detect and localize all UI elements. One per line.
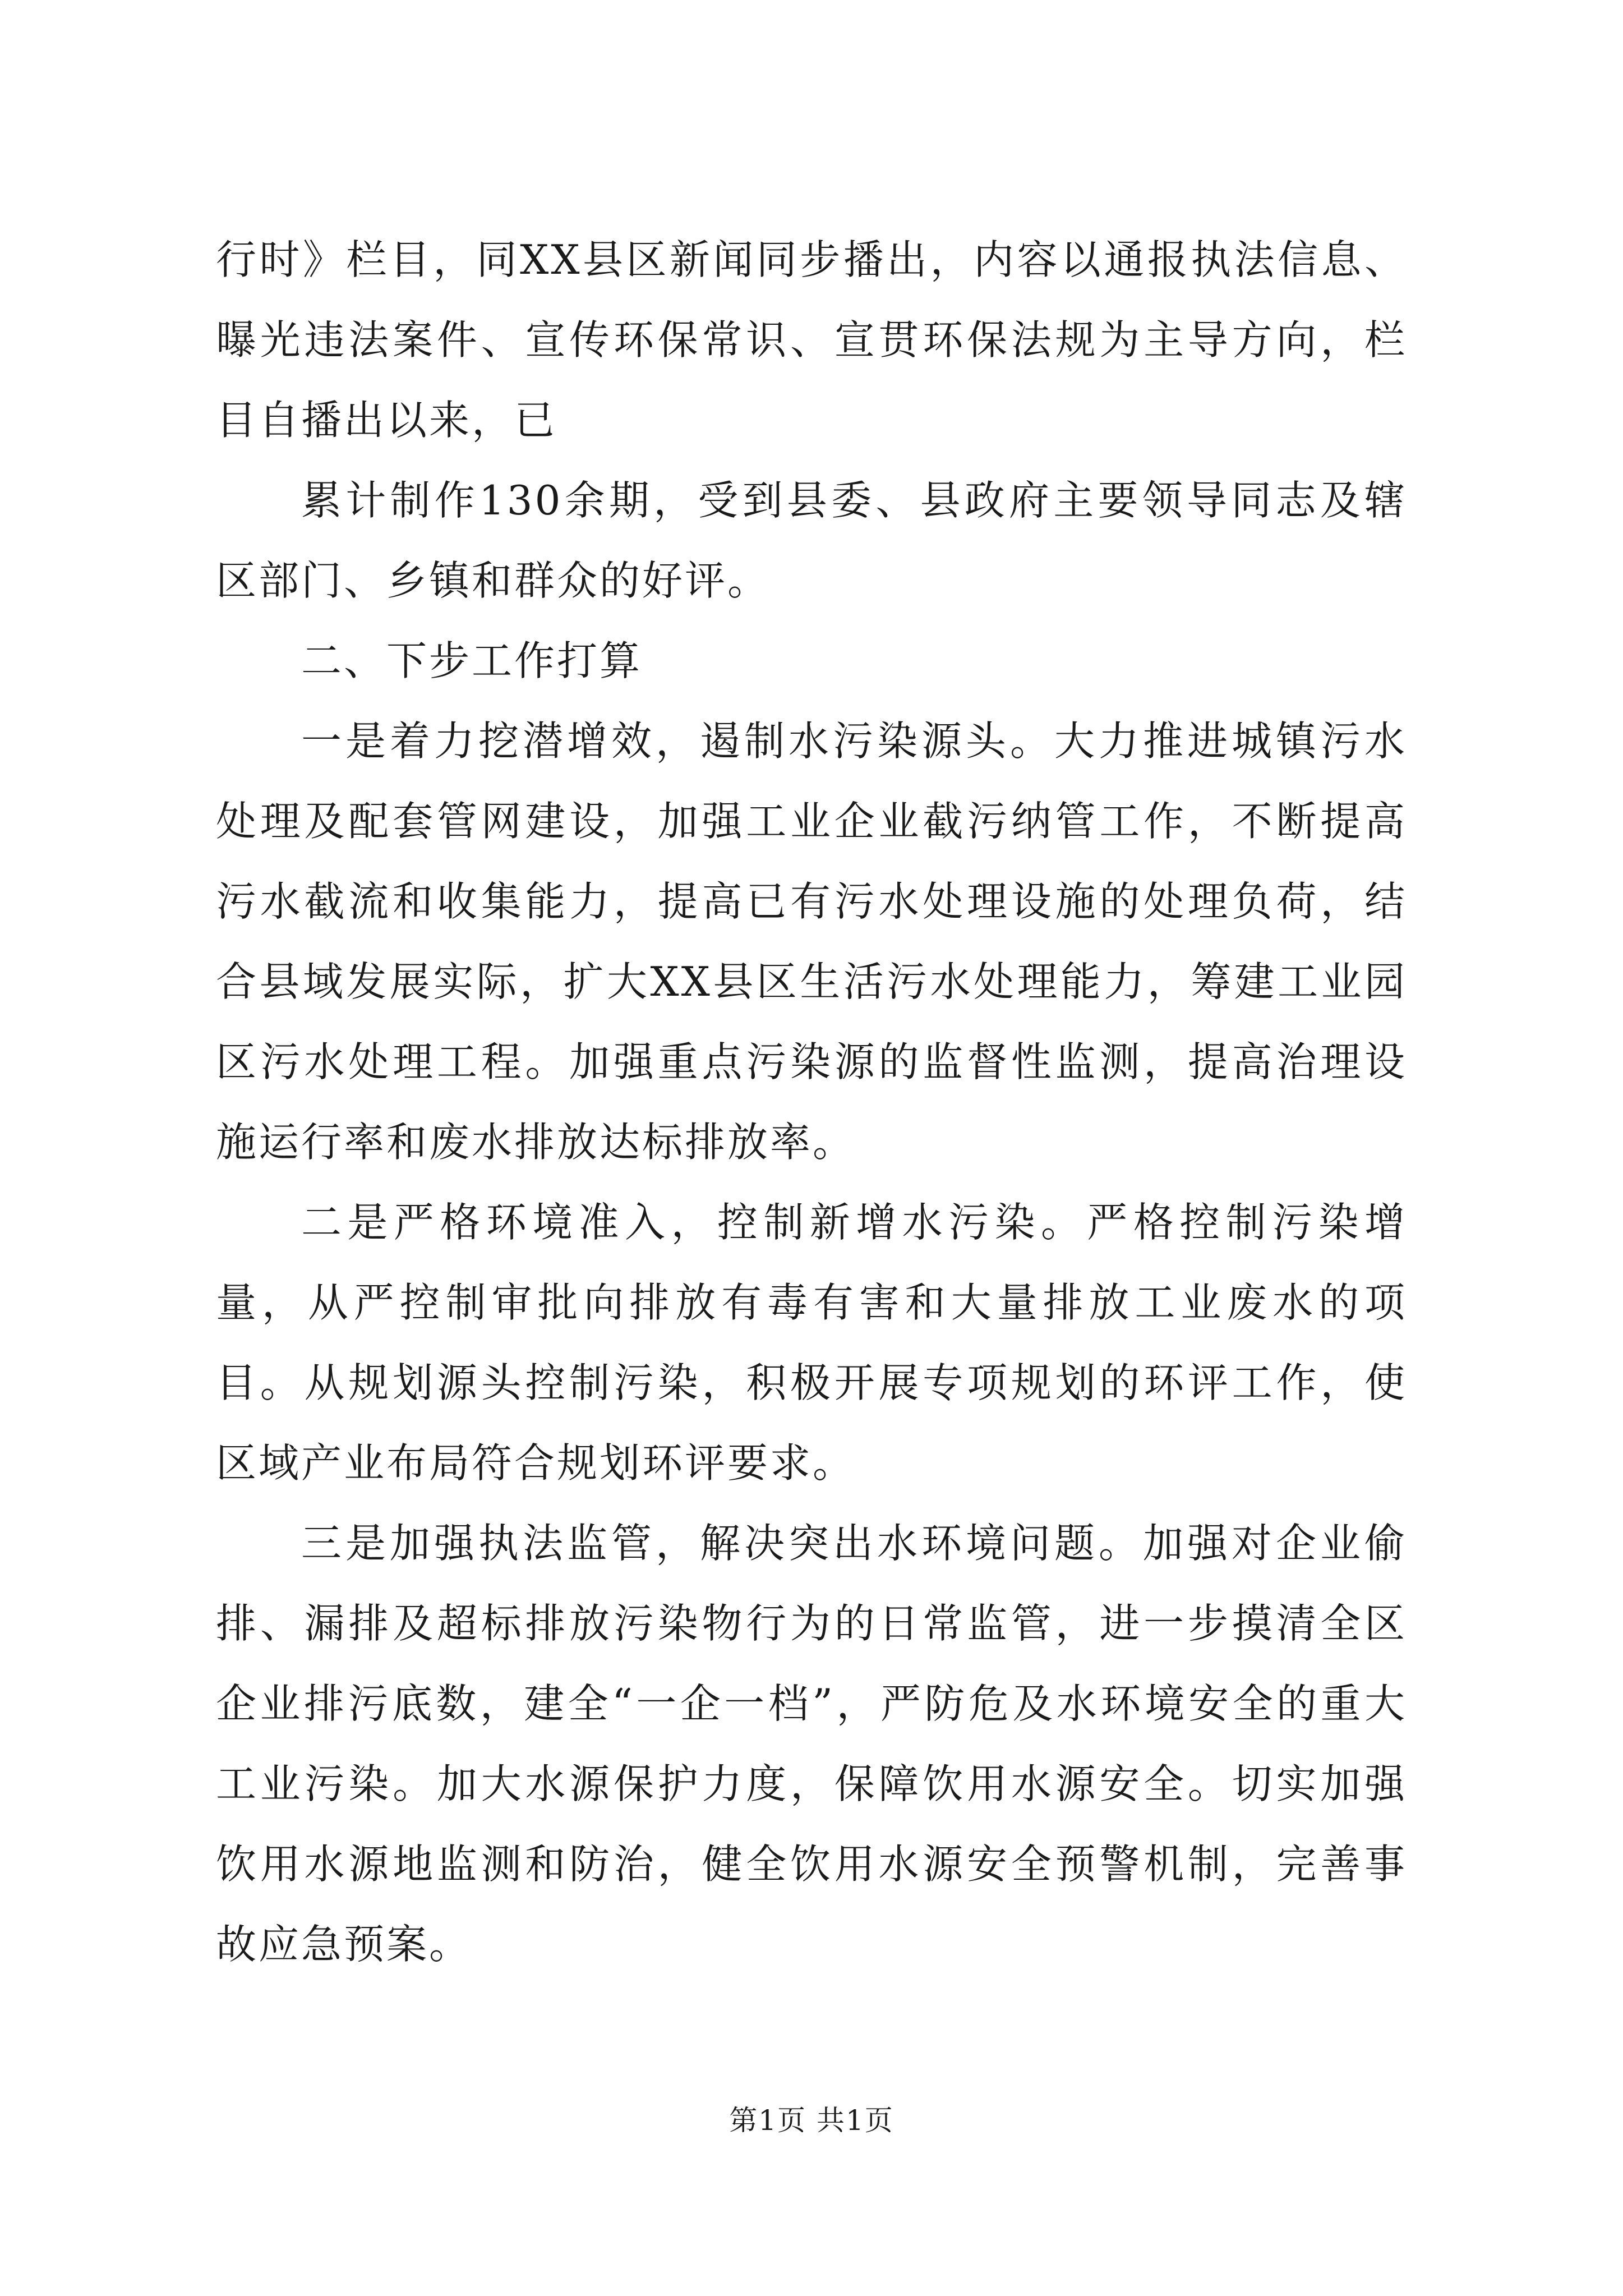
paragraph-continuation: 行时》栏目，同XX县区新闻同步播出，内容以通报执法信息、曝光违法案件、宣传环保常识、宣贯环保法规为主导方向，栏目自播出以来，已 xyxy=(216,236,1407,444)
section-heading-next-steps: 二、下步工作打算 xyxy=(301,637,643,684)
paragraph-point-two: 二是严格环境准入，控制新增水污染。严格控制污染增量，从严控制审批向排放有毒有害和大量排放工业废水的项目。从规划源头控制污染，积极开展专项规划的环评工作，使区域产业布局符合规划环评要求。 xyxy=(216,1199,1407,1487)
paragraph-point-one: 一是着力挖潜增效，遏制水污染源头。大力推进城镇污水处理及配套管网建设，加强工业企业截污纳管工作，不断提高污水截流和收集能力，提高已有污水处理设施的处理负荷，结合县域发展实际，扩大XX县区生活污水处理能力，筹建工业园区污水处理工程。加强重点污染源的监督性监测，提高治理设施运行率和废水排放达标排放率。 xyxy=(216,717,1407,1166)
document-body xyxy=(216,220,1407,1985)
paragraph-point-three: 三是加强执法监管，解决突出水环境问题。加强对企业偷排、漏排及超标排放污染物行为的日常监管，进一步摸清全区企业排污底数，建全“一企一档”，严防危及水环境安全的重大工业污染。加大水源保护力度，保障饮用水源安全。切实加强饮用水源地监测和防治，健全饮用水源安全预警机制，完善事故应急预案。 xyxy=(216,1520,1407,1968)
page-number-footer: 第1页 共1页 xyxy=(729,2104,894,2137)
paragraph-production-count: 累计制作130余期，受到县委、县政府主要领导同志及辖区部门、乡镇和群众的好评。 xyxy=(216,477,1407,604)
